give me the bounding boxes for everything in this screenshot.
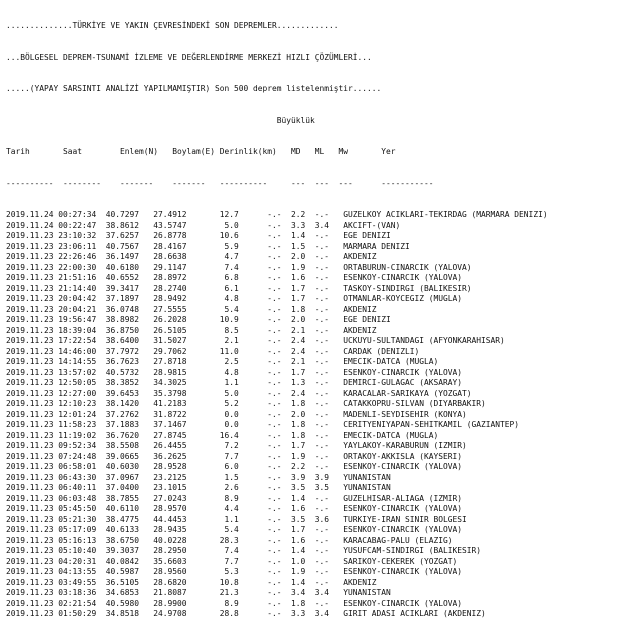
earthquake-table-body [0, 210, 624, 620]
earthquake-row: 2019.11.23 11:19:02 36.7620 27.8745 16.4 -.- 1.8 -.- EMECIK-DATCA (MUGLA) [6, 430, 439, 440]
earthquake-row: 2019.11.23 14:14:55 36.7623 27.8718 2.5 -.- 2.1 -.- EMECIK-DATCA (MUGLA) [6, 357, 439, 366]
earthquake-row: 2019.11.23 12:10:23 38.1420 41.2183 5.2 -.- 1.8 -.- CATAKKOPRU-SILVAN (DIYARBAKIR) [6, 399, 486, 408]
earthquake-row: 2019.11.23 04:13:55 40.5987 28.9560 5.3 -.- 1.9 -.- ESENKOY-CINARCIK (YALOVA) [6, 567, 463, 576]
earthquake-row: 2019.11.23 23:10:32 37.6257 26.8778 10.6 -.- 1.4 -.- EGE DENIZI [6, 231, 391, 240]
earthquake-row: 2019.11.23 19:56:47 38.8982 26.2028 10.9 -.- 2.0 -.- EGE DENIZI [6, 315, 391, 324]
earthquake-row: 2019.11.23 06:03:48 38.7855 27.0243 8.9 -.- 1.4 -.- GUZELHISAR-ALIAGA (IZMIR) [6, 493, 463, 503]
earthquake-row: 2019.11.23 14:46:00 37.7972 29.7062 11.0 -.- 2.4 -.- CARDAK (DENIZLI) [6, 346, 420, 356]
earthquake-row: 2019.11.23 06:58:01 40.6030 28.9528 6.0 -.- 2.2 -.- ESENKOY-CINARCIK (YALOVA) [6, 462, 463, 471]
earthquake-row: 2019.11.23 04:20:31 40.0842 35.6603 7.7 -.- 1.0 -.- SARIKOY-CEKEREK (YOZGAT) [6, 556, 458, 566]
magnitude-group-header: Büyüklük [6, 115, 315, 125]
earthquake-row: 2019.11.23 05:17:09 40.6133 28.9435 5.4 -.- 1.7 -.- ESENKOY-CINARCIK (YALOVA) [6, 525, 463, 534]
earthquake-row: 2019.11.23 23:06:11 40.7567 28.4167 5.9 -.- 1.5 -.- MARMARA DENIZI [6, 241, 410, 251]
earthquake-row: 2019.11.23 02:21:54 40.5980 28.9900 8.9 -.- 1.8 -.- ESENKOY-CINARCIK (YALOVA) [6, 598, 463, 608]
earthquake-row: 2019.11.23 03:18:36 34.6853 21.8087 21.3 -.- 3.4 3.4 YUNANISTAN [6, 588, 391, 597]
earthquake-row: 2019.11.23 05:21:30 38.4775 44.4453 1.1 -.- 3.5 3.6 TURKIYE-IRAN SINIR BOLGESI [6, 514, 467, 524]
earthquake-row: 2019.11.23 06:40:11 37.0400 23.1015 2.6 -.- 3.5 3.5 YUNANISTAN [6, 483, 391, 492]
earthquake-row: 2019.11.23 05:10:40 39.3037 28.2950 7.4 -.- 1.4 -.- YUSUFCAM-SINDIRGI (BALIKESIR) [6, 546, 482, 555]
earthquake-row: 2019.11.23 06:43:30 37.0967 23.2125 1.5 -.- 3.9 3.9 YUNANISTAN [6, 472, 391, 482]
earthquake-row: 2019.11.23 12:27:00 39.6453 35.3798 5.0 -.- 2.4 -.- KARACALAR-SARIKAYA (YOZGAT) [6, 388, 472, 398]
earthquake-row: 2019.11.23 03:49:55 36.5105 28.6820 10.8 -.- 1.4 -.- AKDENIZ [6, 577, 377, 587]
earthquake-row: 2019.11.24 00:27:34 40.7297 27.4912 12.7 -.- 2.2 -.- GUZELKOY ACIKLARI-TEKIRDAG (MARMARA DENIZI) [6, 210, 548, 219]
earthquake-row: 2019.11.23 09:52:34 38.5508 26.4455 7.2 -.- 1.7 -.- YAYLAKOY-KARABURUN (IZMIR) [6, 441, 467, 450]
earthquake-row: 2019.11.23 01:50:29 34.8518 24.9708 28.8 -.- 3.3 3.4 GIRIT ADASI ACIKLARI (AKDENIZ) [6, 609, 486, 618]
earthquake-row: 2019.11.23 05:16:13 38.6750 40.0228 28.3 -.- 1.6 -.- KARACABAG-PALU (ELAZIG) [6, 535, 453, 545]
earthquake-row: 2019.11.23 12:50:05 38.3852 34.3025 1.1 -.- 1.3 -.- DEMIRCI-GULAGAC (AKSARAY) [6, 378, 463, 387]
earthquake-row: 2019.11.23 13:57:02 40.5732 28.9815 4.8 -.- 1.7 -.- ESENKOY-CINARCIK (YALOVA) [6, 367, 463, 377]
earthquake-row: 2019.11.23 05:45:50 40.6110 28.9570 4.4 -.- 1.6 -.- ESENKOY-CINARCIK (YALOVA) [6, 504, 463, 513]
earthquake-row: 2019.11.23 18:39:04 36.8750 26.5105 8.5 -.- 2.1 -.- AKDENIZ [6, 325, 377, 335]
earthquake-row: 2019.11.23 22:00:30 40.6180 29.1147 7.4 -.- 1.9 -.- ORTABURUN-CINARCIK (YALOVA) [6, 262, 472, 272]
earthquake-row: 2019.11.23 22:26:46 36.1497 28.6638 4.7 -.- 2.0 -.- AKDENIZ [6, 252, 377, 261]
earthquake-row: 2019.11.23 20:04:21 36.0748 27.5555 5.4 -.- 1.8 -.- AKDENIZ [6, 304, 377, 314]
header-separator: ---------- -------- ------- ------- ---------- --- --- --- ----------- [6, 178, 434, 188]
banner-center-name: ...BÖLGESEL DEPREM-TSUNAMİ İZLEME VE DEĞERLENDİRME MERKEZİ HIZLI ÇÖZÜMLERİ... [6, 52, 372, 62]
earthquake-row: 2019.11.23 11:58:23 37.1883 37.1467 0.0 -.- 1.8 -.- CERITYENIYAPAN-SEHITKAMIL (GAZIANTEP) [6, 420, 520, 429]
column-headers: Tarih Saat Enlem(N) Boylam(E) Derinlik(km) MD ML Mw Yer [6, 147, 396, 156]
earthquake-row: 2019.11.23 20:04:42 37.1897 28.9492 4.8 -.- 1.7 -.- OTMANLAR-KOYCEGIZ (MUGLA) [6, 294, 463, 303]
earthquake-row: 2019.11.23 21:14:40 39.3417 28.2740 6.1 -.- 1.7 -.- TASKOY-SINDIRGI (BALIKESIR) [6, 283, 472, 293]
earthquake-row: 2019.11.24 00:22:47 38.8612 43.5747 5.0 -.- 3.3 3.4 AKCIFT-(VAN) [6, 220, 401, 230]
earthquake-row: 2019.11.23 07:24:48 39.0665 36.2625 7.7 -.- 1.9 -.- ORTAKOY-AKKISLA (KAYSERI) [6, 451, 463, 461]
banner-title: ..............TÜRKİYE VE YAKIN ÇEVRESİNDEKİ SON DEPREMLER............. [6, 21, 339, 30]
banner-note: .....(YAPAY SARSINTI ANALİZİ YAPILMAMIŞTIR) Son 500 deprem listelenmiştir...... [6, 84, 382, 93]
earthquake-row: 2019.11.23 12:01:24 37.2762 31.8722 0.0 -.- 2.0 -.- MADENLI-SEYDISEHIR (KONYA) [6, 409, 467, 419]
earthquake-row: 2019.11.23 21:51:16 40.6552 28.8972 6.8 -.- 1.6 -.- ESENKOY-CINARCIK (YALOVA) [6, 273, 463, 282]
earthquake-row: 2019.11.23 17:22:54 38.6400 31.5027 2.1 -.- 2.4 -.- UCKUYU-SULTANDAGI (AFYONKARAHISAR) [6, 336, 505, 345]
